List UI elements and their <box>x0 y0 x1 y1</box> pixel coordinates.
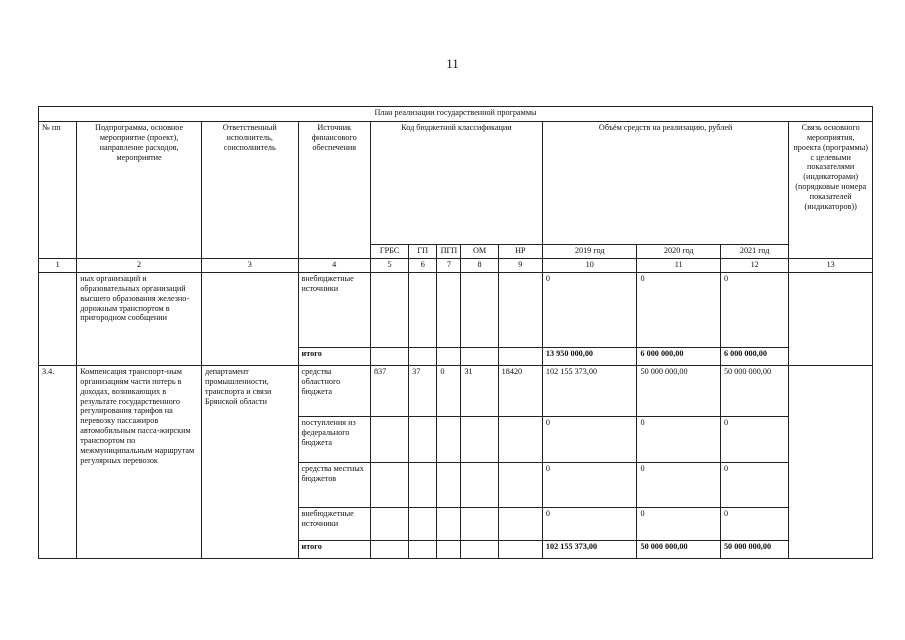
value-2021: 50 000 000,00 <box>720 366 788 417</box>
header-pgp: ПГП <box>437 245 461 259</box>
total-2019: 13 950 000,00 <box>542 348 637 366</box>
total-label: итого <box>298 541 370 559</box>
header-link: Связь основного мероприятия, проекта (программы) с целевыми показателями (индикаторами) (порядковые номера показателей (индикаторов)) <box>789 122 873 259</box>
value-2020: 0 <box>637 463 720 508</box>
value-2020: 0 <box>637 417 720 463</box>
value-2021: 0 <box>720 508 788 541</box>
block1-num <box>39 273 77 366</box>
col-number: 9 <box>498 259 542 273</box>
block2-subprogram: Компенсация транспорт-ным организациям части потерь в доходах, возникающих в результате государственного регулирования тарифов на перевозку пассажиров автомобильным пасса-жирским транспортом по межмуниципальным маршрутам регулярных перевозок <box>77 366 202 559</box>
value-2020: 0 <box>637 508 720 541</box>
source-cell: внебюджетные источники <box>298 508 370 541</box>
value-2021: 0 <box>720 417 788 463</box>
block1-link <box>789 273 873 366</box>
code-np: 18420 <box>498 366 542 417</box>
col-number: 12 <box>720 259 788 273</box>
col-number: 3 <box>201 259 298 273</box>
value-2020: 0 <box>637 273 720 348</box>
value-2020: 50 000 000,00 <box>637 366 720 417</box>
header-executor: Ответственный исполнитель, соисполнитель <box>201 122 298 259</box>
code-pgp: 0 <box>437 366 461 417</box>
header-grbs: ГРБС <box>370 245 408 259</box>
header-2020: 2020 год <box>637 245 720 259</box>
total-2020: 6 000 000,00 <box>637 348 720 366</box>
total-label: итого <box>298 348 370 366</box>
col-number: 13 <box>789 259 873 273</box>
value-2019: 0 <box>542 273 637 348</box>
total-2019: 102 155 373,00 <box>542 541 637 559</box>
value-2019: 102 155 373,00 <box>542 366 637 417</box>
total-2020: 50 000 000,00 <box>637 541 720 559</box>
col-number: 4 <box>298 259 370 273</box>
col-number: 10 <box>542 259 637 273</box>
header-budget-code: Код бюджетной классификации <box>370 122 542 245</box>
code-om: 31 <box>461 366 498 417</box>
header-subprogram: Подпрограмма, основное мероприятие (проект), направление расходов, мероприятие <box>77 122 202 259</box>
header-gp: ГП <box>409 245 437 259</box>
source-cell: средства местных бюджетов <box>298 463 370 508</box>
col-number: 7 <box>437 259 461 273</box>
col-number: 8 <box>461 259 498 273</box>
col-number: 6 <box>409 259 437 273</box>
page-number: 11 <box>446 56 459 71</box>
block2-num: 3.4. <box>39 366 77 559</box>
block2-executor: департамент промышленности, транспорта и связи Брянской области <box>201 366 298 559</box>
header-2021: 2021 год <box>720 245 788 259</box>
col-number: 5 <box>370 259 408 273</box>
code-grbs: 837 <box>370 366 408 417</box>
value-2019: 0 <box>542 463 637 508</box>
block1-subprogram: ных организаций и образовательных организаций высшего образования железно-дорожным транспортом в пригородном сообщении <box>77 273 202 366</box>
block2-link <box>789 366 873 559</box>
header-om: ОМ <box>461 245 498 259</box>
col-number: 11 <box>637 259 720 273</box>
plan-table <box>38 106 873 559</box>
header-num: № пп <box>39 122 77 259</box>
col-number: 2 <box>77 259 202 273</box>
col-number: 1 <box>39 259 77 273</box>
source-cell: внебюджетные источники <box>298 273 370 348</box>
value-2021: 0 <box>720 463 788 508</box>
header-2019: 2019 год <box>542 245 637 259</box>
total-2021: 6 000 000,00 <box>720 348 788 366</box>
value-2019: 0 <box>542 417 637 463</box>
header-np: НР <box>498 245 542 259</box>
value-2019: 0 <box>542 508 637 541</box>
block1-executor <box>201 273 298 366</box>
value-2021: 0 <box>720 273 788 348</box>
header-source: Источник финансового обеспечения <box>298 122 370 259</box>
source-cell: поступления из федерального бюджета <box>298 417 370 463</box>
table-title: План реализации государственной программы <box>39 107 873 122</box>
header-volume: Объём средств на реализацию, рублей <box>542 122 788 245</box>
code-gp: 37 <box>409 366 437 417</box>
total-2021: 50 000 000,00 <box>720 541 788 559</box>
source-cell: средства областного бюджета <box>298 366 370 417</box>
